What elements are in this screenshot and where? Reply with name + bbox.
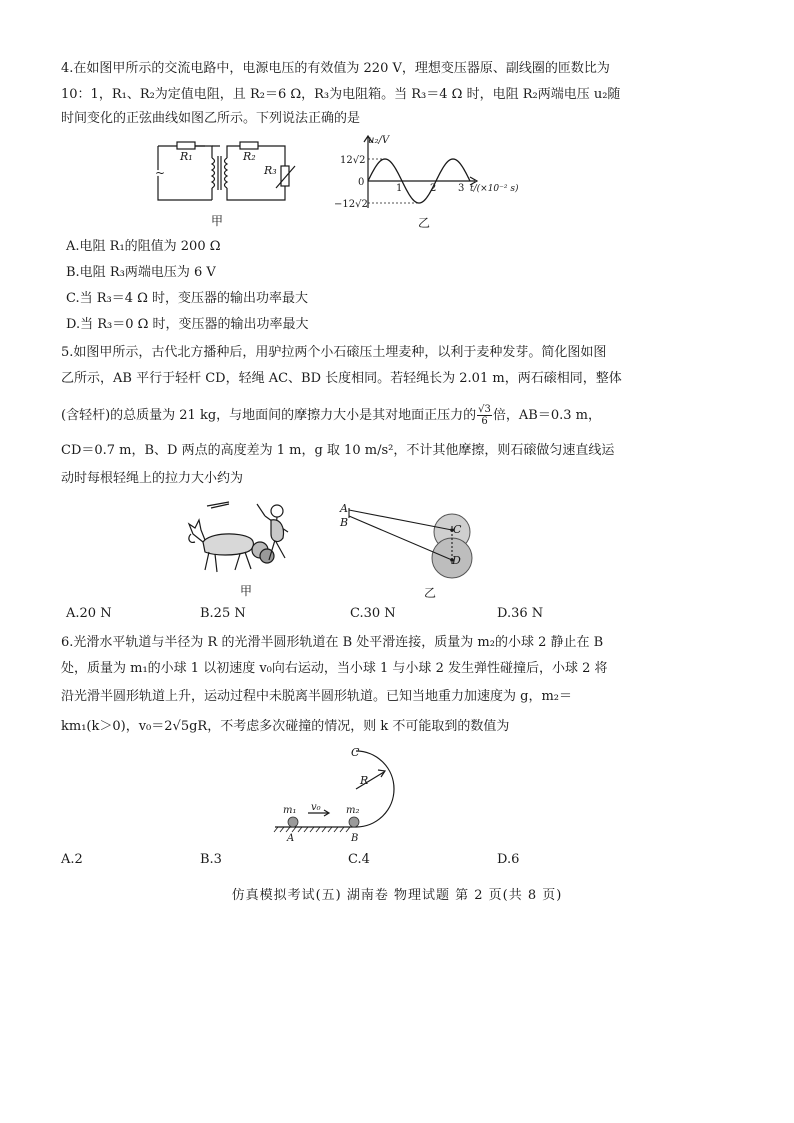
graph-y-zero: 0 xyxy=(358,177,365,188)
q6-text-line-4: km₁(k＞0)，v₀＝2√5gR，不考虑多次碰撞的情况，则 k 不可能取到的数值为 xyxy=(61,719,510,734)
q6-text-line-2: 处，质量为 m₁的小球 1 以初速度 v₀向右运动，当小球 1 与小球 2 发生弹性碰撞后，小球 2 将 xyxy=(61,661,608,676)
q5-rollers-diagram xyxy=(340,500,480,580)
rollers-label-c: C xyxy=(453,523,462,536)
q5-text-line-5: 动时每根轻绳上的拉力大小约为 xyxy=(61,471,244,486)
q4-text-line-1: 4.在如图甲所示的交流电路中，电源电压的有效值为 220 V，理想变压器原、副线圈的匝数比为 xyxy=(61,61,610,76)
rollers-label-a: A xyxy=(340,502,348,515)
q5-option-d[interactable]: D.36 N xyxy=(497,606,544,621)
q5-option-b[interactable]: B.25 N xyxy=(200,606,246,621)
q4-text-line-3: 时间变化的正弦曲线如图乙所示。下列说法正确的是 xyxy=(61,111,361,126)
q4-sine-graph xyxy=(330,133,520,213)
q5-fraction xyxy=(477,404,492,427)
graph-y-top: 12√2 xyxy=(340,155,366,166)
q4-option-c[interactable]: C.当 R₃＝4 Ω 时，变压器的输出功率最大 xyxy=(66,291,309,306)
q6-label-m2: m₂ xyxy=(346,805,360,816)
q6-label-m1: m₁ xyxy=(283,805,297,816)
q5-line3-post: 倍，AB＝0.3 m， xyxy=(492,408,601,423)
q5-fig-b-caption: 乙 xyxy=(424,586,437,600)
q4-option-d[interactable]: D.当 R₃＝0 Ω 时，变压器的输出功率最大 xyxy=(66,317,309,332)
q4-text-line-2: 10：1，R₁、R₂为定值电阻，且 R₂＝6 Ω，R₃为电阻箱。当 R₃＝4 Ω 时，电阻 R₂两端电压 u₂随 xyxy=(61,87,621,102)
q5-frac-den: 6 xyxy=(481,416,488,427)
q5-line3-pre: (含轻杆)的总质量为 21 kg，与地面间的摩擦力大小是其对地面正压力的 xyxy=(61,408,477,423)
q6-label-b: B xyxy=(351,833,359,844)
q4-option-b[interactable]: B.电阻 R₃两端电压为 6 V xyxy=(66,265,216,280)
graph-xlabel: t/(×10⁻² s) xyxy=(470,184,519,194)
q5-text-line-4: CD＝0.7 m，B、D 两点的高度差为 1 m，g 取 10 m/s²，不计其他摩擦，则石磙做匀速直线运 xyxy=(61,443,615,458)
q6-label-r: R xyxy=(360,774,369,787)
label-r2: R₂ xyxy=(243,150,256,163)
q6-option-a[interactable]: A.2 xyxy=(61,852,83,867)
q4-option-a[interactable]: A.电阻 R₁的阻值为 200 Ω xyxy=(66,239,221,254)
graph-x-tick-3: 3 xyxy=(458,183,465,194)
page-footer: 仿真模拟考试(五) 湖南卷 物理试题 第 2 页(共 8 页) xyxy=(231,888,563,903)
graph-y-bottom: −12√2 xyxy=(334,199,368,210)
q5-text-line-1: 5.如图甲所示，古代北方播种后，用驴拉两个小石磙压土埋麦种，以利于麦种发芽。简化图如图 xyxy=(61,345,607,360)
q4-circuit-figure xyxy=(150,138,310,208)
q5-donkey-illustration xyxy=(185,494,300,579)
graph-ylabel: u₂/V xyxy=(368,135,390,146)
label-r3: R₃ xyxy=(264,164,277,177)
q6-label-v0: v₀ xyxy=(311,802,321,813)
q4-fig-a-caption: 甲 xyxy=(211,214,224,228)
q5-option-a[interactable]: A.20 N xyxy=(66,606,112,621)
rollers-label-b: B xyxy=(340,516,349,529)
ac-source-symbol: ~ xyxy=(155,166,166,180)
q6-label-c: C xyxy=(351,746,360,759)
label-r1: R₁ xyxy=(180,150,193,163)
q5-text-line-2: 乙所示，AB 平行于轻杆 CD，轻绳 AC、BD 长度相同。若轻绳长为 2.01 m，两石磙相同，整体 xyxy=(61,371,622,386)
graph-x-tick-2: 2 xyxy=(430,183,437,194)
q5-option-c[interactable]: C.30 N xyxy=(350,606,396,621)
q6-label-a: A xyxy=(287,833,295,844)
q5-text-line-3 xyxy=(61,404,601,427)
q6-text-line-3: 沿光滑半圆形轨道上升，运动过程中未脱离半圆形轨道。已知当地重力加速度为 g，m₂＝ xyxy=(61,689,572,704)
q6-track-diagram xyxy=(270,744,420,844)
q6-text-line-1: 6.光滑水平轨道与半径为 R 的光滑半圆形轨道在 B 处平滑连接，质量为 m₂的小球 2 静止在 B xyxy=(61,635,604,650)
graph-x-tick-1: 1 xyxy=(396,183,403,194)
rollers-label-d: D xyxy=(452,554,461,567)
q6-option-d[interactable]: D.6 xyxy=(497,852,520,867)
q5-fig-a-caption: 甲 xyxy=(240,584,253,598)
q6-option-c[interactable]: C.4 xyxy=(348,852,370,867)
q5-frac-num: √3 xyxy=(478,404,491,415)
q4-fig-b-caption: 乙 xyxy=(418,216,431,230)
q6-option-b[interactable]: B.3 xyxy=(200,852,222,867)
